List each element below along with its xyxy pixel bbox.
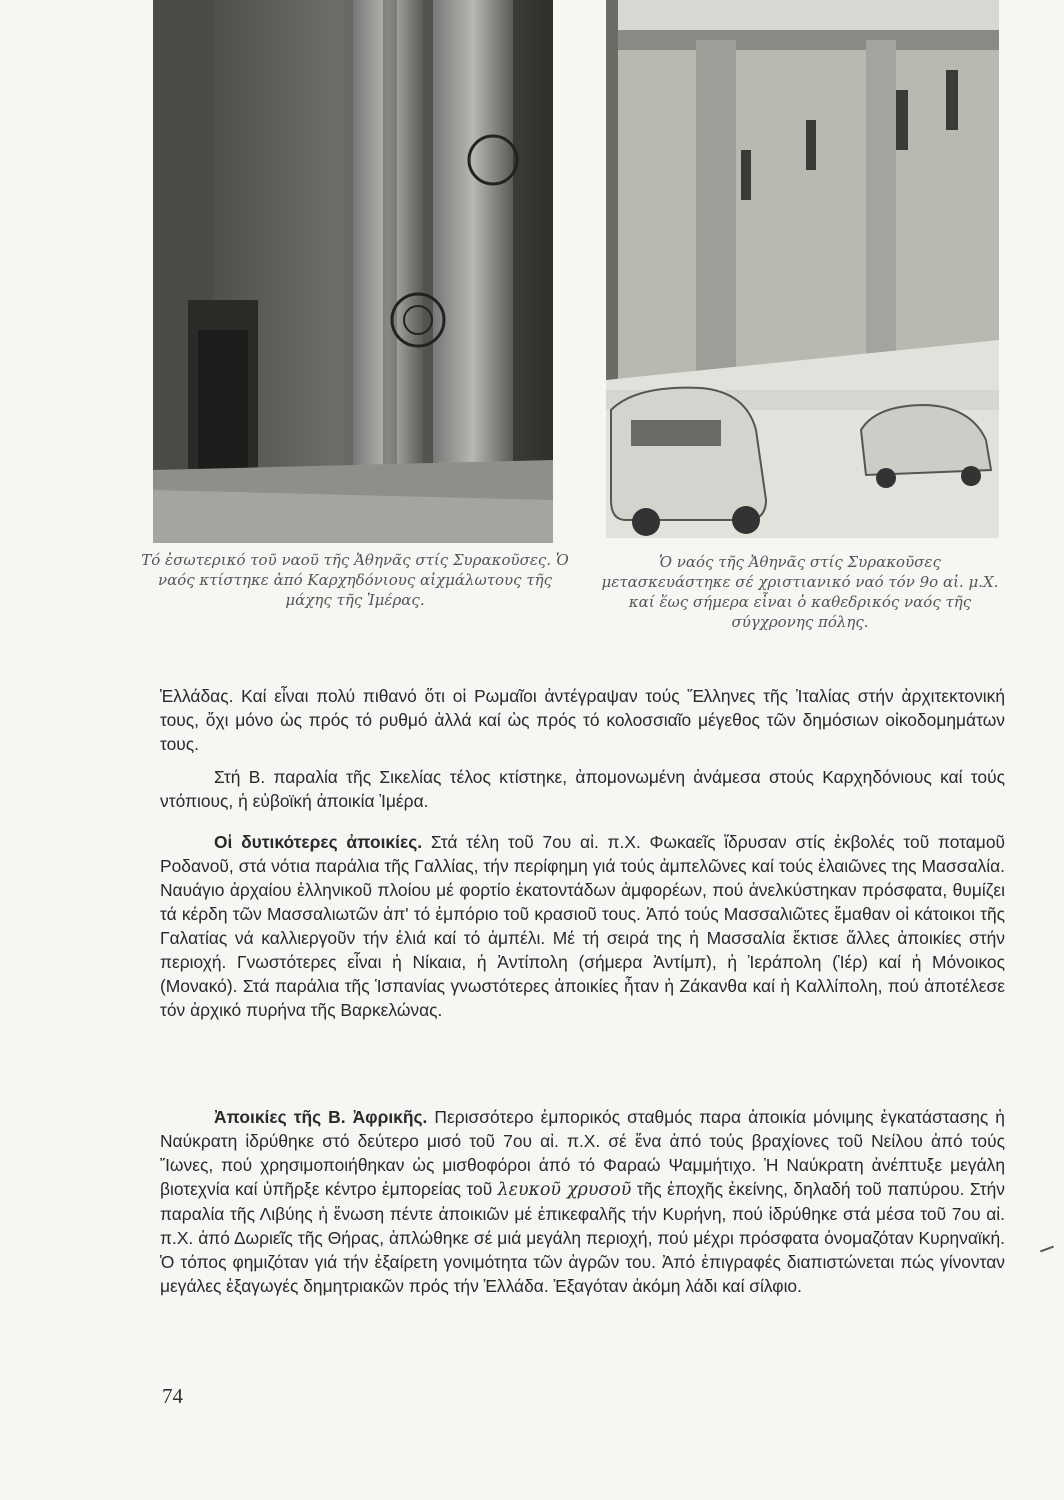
caption-right: Ὁ ναός τῆς Ἀθηνᾶς στίς Συρακοῦσες μετασκευάστηκε σέ χριστιανικό ναό τόν 9ο αἰ. μ.Χ. καί ἕως σήμερα εἶναι ὁ καθεδρικός ναός τῆς σύγχρονης πόλης. xyxy=(601,553,999,631)
text-north-africa-a: Περισσότερο ἐμπορικός σταθμός παρα ἀποικία μόνιμης ἐγκατάστασης ἡ Ναύκρατη ἱδρύθηκε στό δεύτερο μισό τοῦ 7ου αἰ. π.Χ. σέ ἕνα ἀπό τούς βραχίονες τοῦ Νείλου ἀπό τούς Ἴωνες, πού χρησιμοποιήθηκαν ὡς μισθοφόροι ἀπό τό Φαραώ Ψαμμήτιχο. Ἡ Ναύκρατη ἀνέπτυξε μεγάλη βιοτεχνία καί ὑπῆρξε κέντρο ἐμπορείας τοῦ xyxy=(160,1107,1005,1199)
text-western-colonies: Στά τέλη τοῦ 7ου αἰ. π.Χ. Φωκαεῖς ἵδρυσαν στίς ἐκβολές τοῦ ποταμοῦ Ροδανοῦ, στά νότια παράλια τῆς Γαλλίας, τήν περίφημη γιά τούς ἀμπελῶνες καί τούς ἐλαιῶνες της Μασσαλία. Ναυάγιο ἀρχαίου ἑλληνικοῦ πλοίου μέ φορτίο ἑκατοντάδων ἀμφορέων, πού ἀνελκύστηκαν πρόσφατα, θυμίζει τά κέρδη τῶν Μασσαλιωτῶν ἀπ' τό ἐμπόριο τοῦ κρασιοῦ τους. Ἀπό τούς Μασσαλιῶτες ἔμαθαν οἱ κάτοικοι τῆς Γαλατίας νά καλλιεργοῦν τήν ἐλιά καί τό ἀμπέλι. Μέ τή σειρά της ἡ Μασσαλία ἔκτισε ἄλλες ἀποικίες στήν περιοχή. Γνωστότερες εἶναι ἡ Νίκαια, ἡ Ἀντίπολη (σήμερα Ἀντίμπ), ἡ Ἱεράπολη (Ἱέρ) καί ἡ Μόνοικος (Μονακό). Στά παράλια τῆς Ἱσπανίας γνωστότερες ἀποικίες ἦταν ἡ Ζάκανθα καί ἡ Καλλίπολη, πού ἀποτέλεσε τόν ἀρχικό πυρήνα τῆς Βαρκελώνας. xyxy=(160,832,1006,1020)
paragraph-north-africa xyxy=(160,1105,1005,1298)
text-north-africa-b: τῆς ἐποχῆς ἐκείνης, δηλαδή τοῦ παπύρου. Στήν παραλία τῆς Λιβύης ἡ ἕνωση πέντε ἀποικιῶν μέ ἐπικεφαλῆς τήν Κυρήνη, πού ἱδρύθηκε στά μέσα τοῦ 7ου αἰ. π.Χ. ἀπό Δωριεῖς τῆς Θήρας, ἁπλώθηκε σέ μιά μεγάλη περιοχή, πού μέχρι πρόσφατα ὀνομαζόταν Κυρηναϊκή. Ὁ τόπος φημιζόταν γιά τήν ἐξαίρετη γονιμότητα τῶν ἀγρῶν του. Ἀπό ἐπιγραφές διαπιστώνεται πώς γίνονταν μεγάλες ἐξαγωγές δημητριακῶν πρός τήν Ἑλλάδα. Ἐξαγόταν ἀκόμη λάδι καί σίλφιο. xyxy=(160,1179,1005,1296)
page-number: 74 xyxy=(162,1384,183,1408)
photo-temple-interior-graphic xyxy=(153,0,553,543)
paragraph-himera: Στή Β. παραλία τῆς Σικελίας τέλος κτίστηκε, ἀπομονωμένη ἀνάμεσα στούς Καρχηδόνιους καί τούς ντόπιους, ἡ εὐβοϊκή ἀποικία Ἱμέρα. xyxy=(160,767,1005,811)
photo-temple-exterior xyxy=(606,0,999,538)
paragraph-western-colonies xyxy=(160,830,1005,1022)
paragraph-roman-architecture: Ἑλλάδας. Καί εἶναι πολύ πιθανό ὅτι οἱ Ρωμαῖοι ἀντέγραψαν τούς Ἕλληνες τῆς Ἰταλίας στήν ἀρχιτεκτονική τους, ὄχι μόνο ὡς πρός τό ρυθμό ἀλλά καί ὡς πρός τό κολοσσιαῖο μέγεθος τῶν δημόσιων οἰκοδομημάτων τους. xyxy=(160,686,1005,754)
heading-north-africa: Ἀποικίες τῆς Β. Ἀφρικῆς. xyxy=(214,1107,428,1127)
phrase-white-gold: λευκοῦ χρυσοῦ xyxy=(497,1180,632,1200)
photo-temple-interior xyxy=(153,0,553,543)
margin-pen-mark xyxy=(1040,1246,1054,1253)
heading-western-colonies: Οἱ δυτικότερες ἀποικίες. xyxy=(214,832,423,852)
photo-temple-exterior-graphic xyxy=(606,0,999,538)
caption-left: Τό ἐσωτερικό τοῦ ναοῦ τῆς Ἀθηνᾶς στίς Συρακοῦσες. Ὁ ναός κτίστηκε ἀπό Καρχηδόνιους αἰχμάλωτους τῆς μάχης τῆς Ἱμέρας. xyxy=(141,551,569,609)
